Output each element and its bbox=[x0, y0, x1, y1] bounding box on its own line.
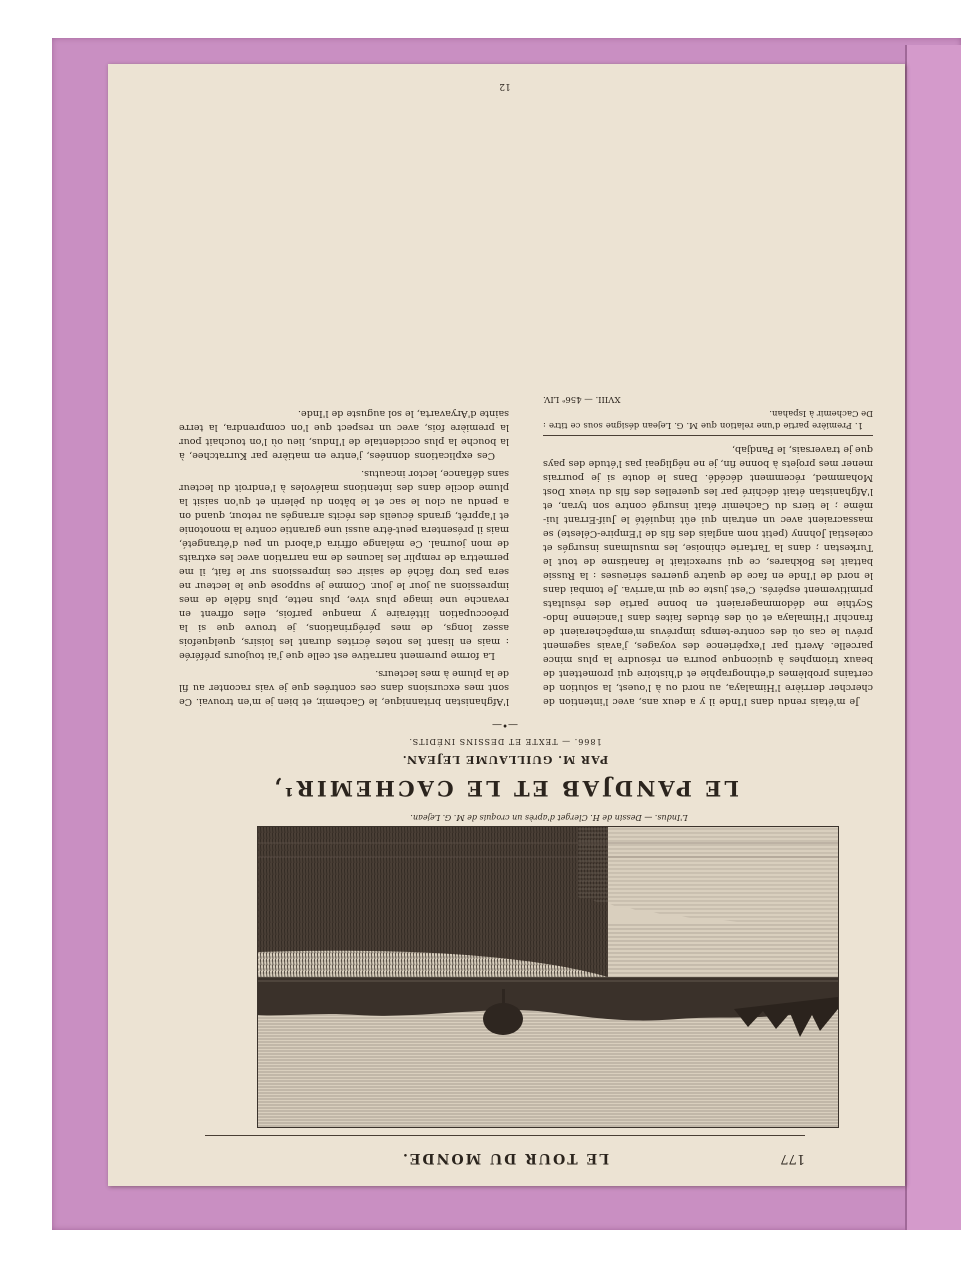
article-title: LE PANDJAB ET LE CACHEMIR¹, bbox=[271, 776, 739, 801]
running-head bbox=[205, 1142, 805, 1166]
signature-mark: XVIII. — 456ᵉ LIV. bbox=[543, 394, 621, 404]
footnote-text: 1. Première partie d'une relation que M. G. Lejean désigne sous ce titre : De Cachemir à Ispahan. bbox=[543, 408, 873, 430]
page-number: 12 bbox=[499, 81, 511, 91]
header-rule bbox=[205, 1135, 805, 1136]
ornament: —•— bbox=[492, 719, 518, 730]
right-paragraph: La forme purement narrative est celle que j'ai toujours préférée : mais en lisant les notes écrites durant les loisirs, quelquefois assez longs, de mes pérégrinations, je trouve que si la préoccupation littéraire y manque parfois, elles offrent en revanche une image plus vive, plus nette, plus fidèle de mes impressions au jour le jour. Comme je suppose que le lecteur ne sera pas trop fâché de saisir ces impressions sur le fait, il me permettra de remplir les lacunes de ma narration avec les extraits de mon journal. Ce mélange offrira d'abord un peu d'étrangeté, mais il présentera peut-être aussi une garantie contre la monotonie et l'apprêt, grands écueils des récits arrangés au retour, quand on a pendu au clou le sac et le bâton du pèlerin et qu'on saisit la plume docile dans des intentions malévoles à l'endroit du lecteur sans défiance, lector incautus. bbox=[179, 468, 509, 661]
right-paragraph: l'Afghanistan britannique, le Cachemir, et bien je m'en trouvai. Ce sont mes excursions dans ces contrées que je vais raconter au fil de la plume à mes lecteurs. bbox=[179, 668, 509, 707]
right-paragraph: Ces explications données, j'entre en matière par Kurratchee, à la bouche la plus occidentale de l'Indus, lieu où l'on touchait pour la première fois, avec un respect que l'on comprendra, la terre sainte d'Aryavarta, le sol auguste de l'Inde. bbox=[179, 408, 509, 461]
journal-title: LE TOUR DU MONDE. bbox=[400, 1150, 610, 1166]
footnote bbox=[543, 393, 873, 436]
folio-number: 177 bbox=[780, 1151, 805, 1166]
indus-engraving bbox=[257, 826, 839, 1128]
right-column bbox=[179, 402, 509, 708]
author-byline: PAR M. GUILLAUME LEJEAN. bbox=[401, 753, 609, 766]
engraving-caption: L'Indus. — Dessin de H. Clerget d'après un croquis de M. G. Lejean. bbox=[410, 813, 688, 822]
page-content-rotated bbox=[108, 64, 905, 1186]
scanned-page bbox=[108, 64, 905, 1186]
left-column bbox=[543, 393, 873, 708]
left-paragraph: Je m'étais rendu dans l'Inde il y a deux ans, avec l'intention de chercher derrière l'Himalaya, au nord ou à l'ouest, la solution de certains problèmes d'ethnographie et d'histoire qui promettent de beaux triomphes à quiconque pourra en résoudre la plus mince parcelle. Averti par l'expérience des voyages, j'avais sagement prévu le cas où des contre-temps imprévus m'empêcheraient de franchir l'Himalaya et où des études faites dans l'ancienne Indo-Scythie me dédommageraient en bonne partie des résultats primitivement espérés. C'est juste ce qui m'arriva. Je tombai dans le nord de l'Inde en face de quatre guerres sérieuses : la Russie battait les Bokhares, ce qui surexcitait le fanatisme de tout le Turkestan ; dans la Tartarie chinoise, les musulmans insurgés et cœlestial Johnny (petit nom anglais des fils de l'Empire-Céleste) se massacraient avec un entrain qui eût inquiété le Juif-Errant lui-même ; le tiers du Cachemir était insurgé contre son tyran, et l'Afghanistan était déchiré par les querelles des fils du vieux Dost Mohammed, récemment décédé. Dans le doute si je pourrais mener mes projets à bonne fin, je ne négligeai pas l'étude des pays que je traversais, le Pandjab, bbox=[543, 444, 873, 707]
engraving-drawing bbox=[258, 827, 838, 1127]
pink-cover-edge bbox=[905, 45, 961, 1230]
dateline: 1866. — TEXTE ET DESSINS INÉDITS. bbox=[408, 737, 602, 746]
